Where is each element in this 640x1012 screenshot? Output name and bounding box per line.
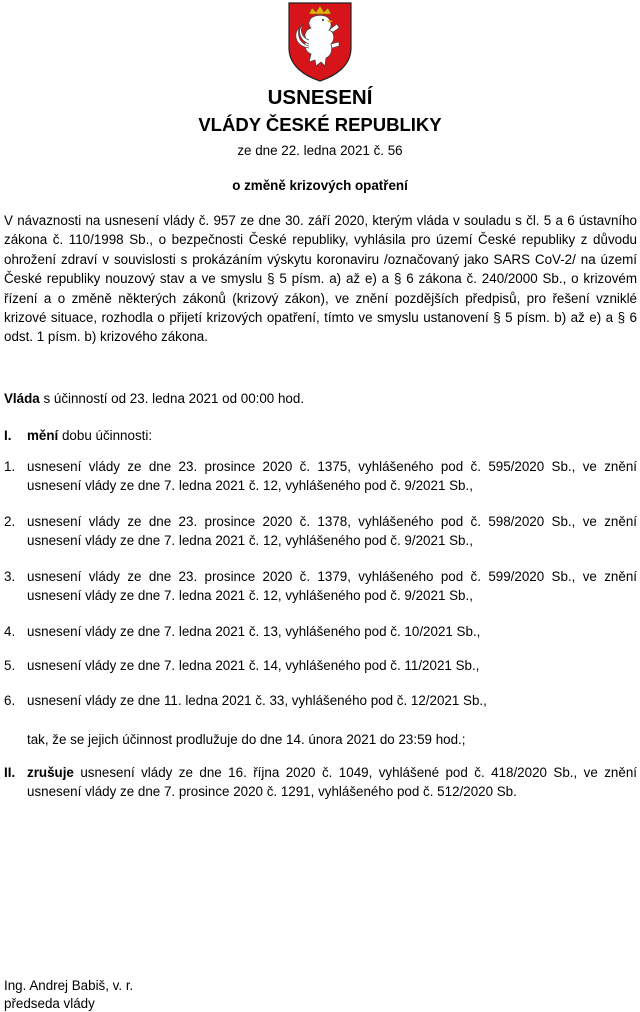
item-number: 2. [4, 514, 16, 529]
intro-paragraph: V návaznosti na usnesení vlády č. 957 ze dne 30. září 2020, kterým vláda v souladu s čl. 5 a 6 ústavního zákona č. 110/1998 Sb., o bezpečnosti České republiky, vyhlásila pro území České republiky z důvodu ohrožení zdraví v souvislosti s prokázáním výskytu koronaviru /označovaný jako SARS CoV-2/ na území České republiky nouzový stav a ve smyslu § 5 písm. a) až e) a § 6 zákona č. 240/2000 Sb., o krizovém řízení a o změně některých zákonů (krizový zákon), ve znění pozdějších předpisů, pro řešení vzniklé krizové situace, rozhodla o přijetí krizových opatření, tímto ve smyslu ustanovení § 5 písm. b) až e) a § 6 odst. 1 písm. b) krizového zákona. [4, 213, 637, 345]
document-date: ze dne 22. ledna 2021 č. 56 [237, 143, 403, 158]
list-item [4, 692, 637, 711]
effect-statement [4, 390, 304, 408]
item-number: 4. [4, 624, 16, 639]
signature-block [4, 977, 133, 1012]
list-item [4, 568, 637, 605]
item-text: usnesení vlády ze dne 7. ledna 2021 č. 13, vyhlášeného pod č. 10/2021 Sb., [27, 624, 481, 639]
document-subtitle: VLÁDY ČESKÉ REPUBLIKY [198, 114, 442, 135]
item-text: usnesení vlády ze dne 11. ledna 2021 č. 33, vyhlášeného pod č. 12/2021 Sb., [27, 693, 487, 708]
item-number: 1. [4, 459, 16, 474]
document-subject: o změně krizových opatření [232, 178, 408, 193]
signatory-name: Ing. Andrej Babiš, v. r. [4, 978, 134, 993]
effect-bold: Vláda [4, 391, 40, 406]
coat-of-arms-logo [285, 0, 355, 82]
list-item [4, 657, 637, 676]
section-1-text: dobu účinnosti: [58, 428, 153, 443]
effect-text: s účinností od 23. ledna 2021 od 00:00 hod. [39, 391, 305, 406]
item-number: 6. [4, 693, 16, 708]
item-text: usnesení vlády ze dne 23. prosince 2020 č. 1379, vyhlášeného pod č. 599/2020 Sb., ve znění usnesení vlády ze dne 7. ledna 2021 č. 12, vyhlášeného pod č. 9/2021 Sb., [27, 569, 637, 603]
item-text: usnesení vlády ze dne 23. prosince 2020 č. 1378, vyhlášeného pod č. 598/2020 Sb., ve znění usnesení vlády ze dne 7. ledna 2021 č. 12, vyhlášeného pod č. 9/2021 Sb., [27, 514, 637, 548]
item-number: 3. [4, 569, 16, 584]
section-1 [4, 427, 637, 446]
list-item [4, 513, 637, 550]
signatory-role: předseda vlády [4, 995, 95, 1011]
section-1-mark: I. [4, 428, 12, 443]
extension-clause: tak, že se jejich účinnost prodlužuje do dne 14. února 2021 do 23:59 hod.; [27, 732, 466, 747]
section-2-text: usnesení vlády ze dne 16. října 2020 č. 1049, vyhlášené pod č. 418/2020 Sb., ve znění usnesení vlády ze dne 7. prosince 2020 č. 1291, vyhlášeného pod č. 512/2020 Sb. [27, 765, 637, 799]
item-number: 5. [4, 658, 16, 673]
section-2-mark: II. [4, 765, 16, 780]
item-text: usnesení vlády ze dne 7. ledna 2021 č. 14, vyhlášeného pod č. 11/2021 Sb., [27, 658, 480, 673]
section-2-verb: zrušuje [27, 765, 74, 780]
section-2 [4, 764, 637, 801]
section-1-verb: mění [27, 428, 59, 443]
list-item [4, 458, 637, 495]
item-text: usnesení vlády ze dne 23. prosince 2020 č. 1375, vyhlášeného pod č. 595/2020 Sb., ve znění usnesení vlády ze dne 7. ledna 2021 č. 12, vyhlášeného pod č. 9/2021 Sb., [27, 459, 637, 493]
list-item [4, 623, 637, 642]
document-title: USNESENÍ [267, 86, 373, 109]
